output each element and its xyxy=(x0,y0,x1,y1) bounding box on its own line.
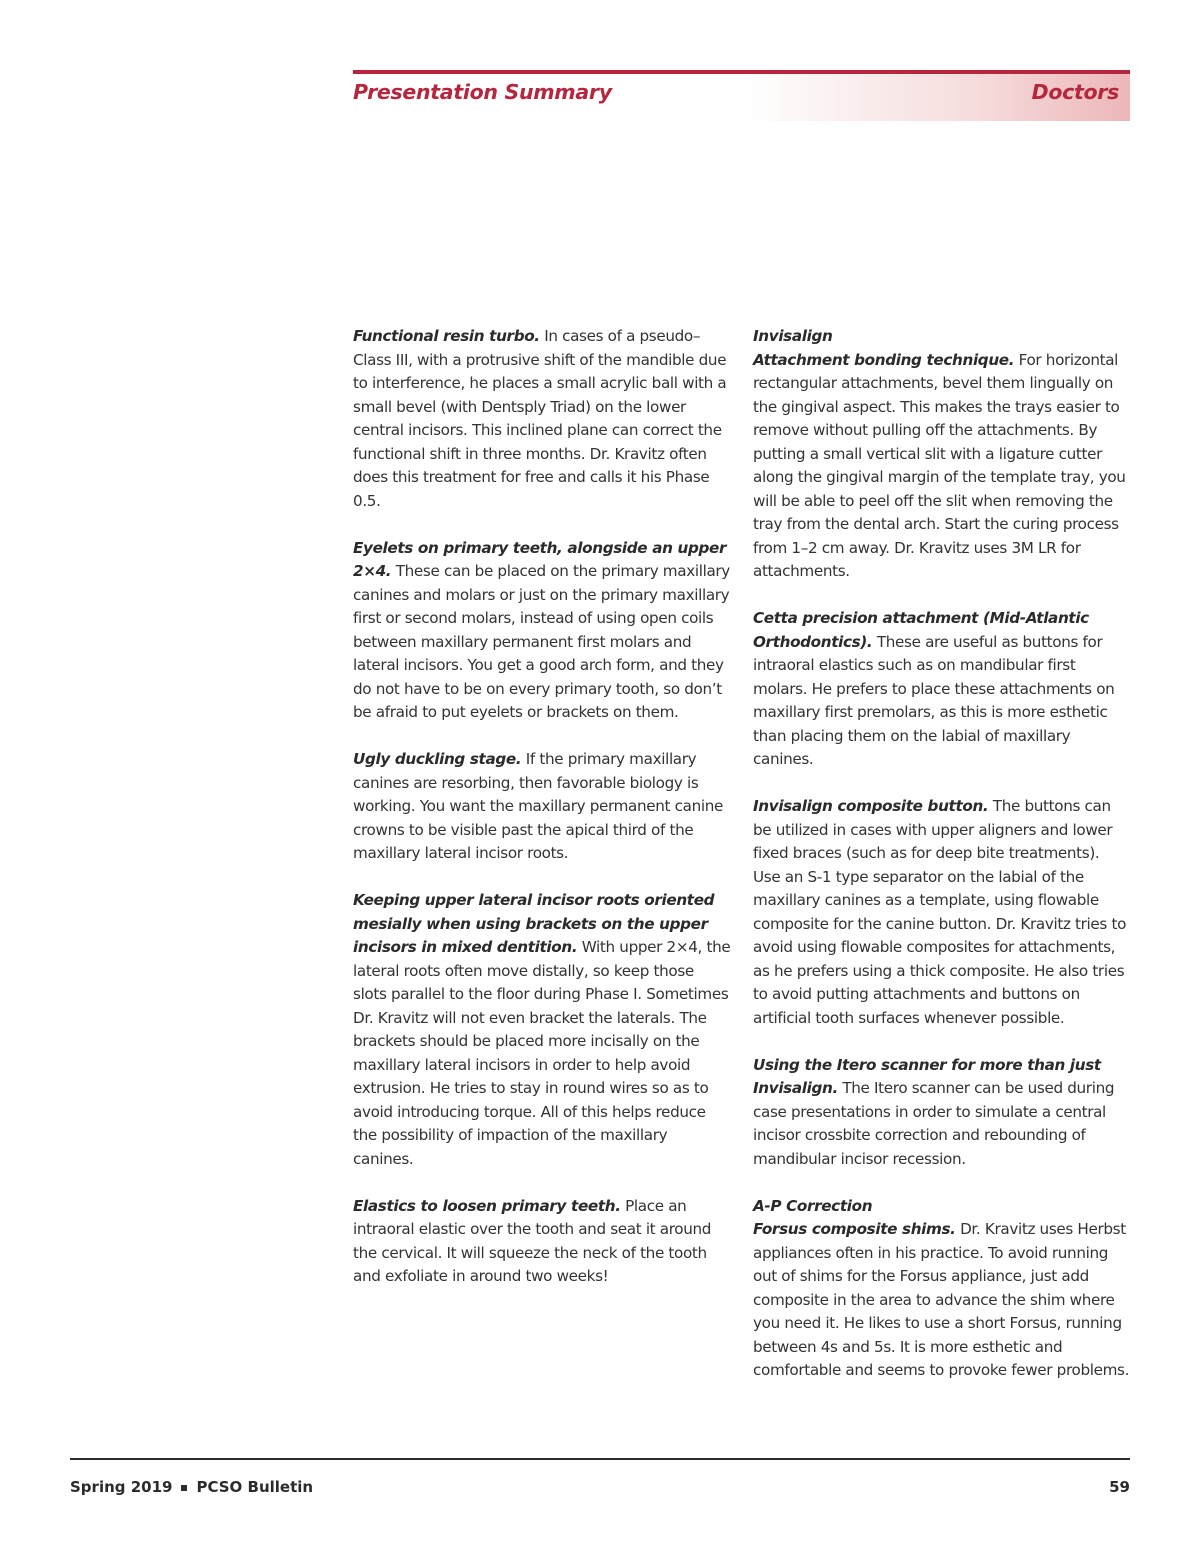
section-title-ap-correction: A-P Correction xyxy=(753,1196,873,1215)
paragraph xyxy=(753,1054,1131,1172)
paragraph-body: In cases of a pseudo–Class III, with a protrusive shift of the mandible due to interference, he places a small acrylic ball with a small bevel (with Dentsply Triad) on the lower central incisors. This inclined plane can correct the functional shift in three months. Dr. Kravitz often does this treatment for free and calls it his Phase 0.5. xyxy=(353,327,727,510)
paragraph xyxy=(353,889,731,1171)
footer-issue: Spring 2019 xyxy=(70,1478,173,1496)
paragraph-body: If the primary maxillary canines are resorbing, then favorable biology is working. You want the maxillary permanent canine crowns to be visible past the apical third of the maxillary lateral incisor roots. xyxy=(353,750,724,862)
paragraph xyxy=(353,537,731,725)
paragraph-body: Place an intraoral elastic over the tooth and seat it around the cervical. It will squeeze the neck of the tooth and exfoliate in around two weeks! xyxy=(353,1196,712,1285)
paragraph xyxy=(753,607,1131,772)
paragraph-lead: Eyelets on primary teeth, alongside an upper 2×4. xyxy=(353,538,727,580)
paragraph-body: The buttons can be utilized in cases with upper aligners and lower fixed braces (such as for deep bite treatments). Use an S-1 type separator on the labial of the maxillary canines as a template, using flowable composite for the canine button. Dr. Kravitz tries to avoid using flowable composites for attachments, as he prefers using a thick composite. He also tries to avoid putting attachments and buttons on artificial tooth surfaces whenever possible. xyxy=(753,797,1127,1027)
paragraph-lead: Keeping upper lateral incisor roots oriented mesially when using brackets on the upper incisors in mixed dentition. xyxy=(353,891,715,956)
paragraph-lead: Elastics to loosen primary teeth. xyxy=(353,1196,621,1215)
paragraph-lead: Attachment bonding technique. xyxy=(753,350,1015,369)
paragraph-body: The Itero scanner can be used during case presentations in order to simulate a central incisor crossbite correction and rebounding of mandibular incisor recession. xyxy=(753,1079,1115,1168)
paragraph xyxy=(353,325,731,513)
paragraph xyxy=(353,1195,731,1289)
left-column xyxy=(353,325,731,1312)
paragraph-lead: Using the Itero scanner for more than just Invisalign. xyxy=(753,1055,1101,1097)
right-column xyxy=(753,325,1131,1406)
paragraph-body: These are useful as buttons for intraoral elastics such as on mandibular first molars. He prefers to place these attachments on maxillary first premolars, as this is more esthetic than placing them on the labial of maxillary canines. xyxy=(753,632,1115,768)
paragraph-lead: Invisalign composite button. xyxy=(753,797,989,815)
footer-publication-line xyxy=(70,1478,313,1496)
running-head-section: Doctors xyxy=(1031,80,1119,104)
paragraph xyxy=(353,748,731,866)
footer-rule xyxy=(70,1458,1130,1460)
paragraph-body: These can be placed on the primary maxillary canines and molars or just on the primary maxillary first or second molars, instead of using open coils between maxillary permanent first molars and lateral incisors. You get a good arch form, and they do not have to be on every primary tooth, so don’t be afraid to put eyelets or brackets on them. xyxy=(353,562,730,721)
paragraph xyxy=(753,795,1131,1030)
paragraph-lead: Functional resin turbo. xyxy=(353,327,540,345)
paragraph xyxy=(753,349,1131,584)
footer-publication: PCSO Bulletin xyxy=(196,1478,314,1496)
paragraph-body: With upper 2×4, the lateral roots often move distally, so keep those slots parallel to the floor during Phase I. Sometimes Dr. Kravitz will not even bracket the laterals. The brackets should be placed more incisally on the maxillary lateral incisors in order to help avoid extrusion. He tries to stay in round wires so as to avoid introducing torque. All of this helps reduce the possibility of impaction of the maxillary canines. xyxy=(353,938,731,1168)
page-number: 59 xyxy=(1109,1478,1130,1496)
running-head-title: Presentation Summary xyxy=(353,80,612,104)
paragraph xyxy=(753,1218,1131,1383)
paragraph-lead: Ugly duckling stage. xyxy=(353,750,522,768)
paragraph-body: Dr. Kravitz uses Herbst appliances often in his practice. To avoid running out of shims for the Forsus appliance, just add composite in the area to advance the shim where you need it. He likes to use a short Forsus, running between 4s and 5s. It is more esthetic and comfortable and seems to provoke fewer problems. xyxy=(753,1220,1130,1379)
section-title-invisalign: Invisalign xyxy=(753,327,833,345)
bullet-separator xyxy=(181,1485,187,1491)
paragraph-lead: Forsus composite shims. xyxy=(753,1220,956,1238)
paragraph-lead: Cetta precision attachment (Mid-Atlantic Orthodontics). xyxy=(753,609,1089,651)
paragraph-body: For horizontal rectangular attachments, bevel them lingually on the gingival aspect. This makes the trays easier to remove without pulling off the attachments. By putting a small vertical slit with a ligature cutter along the gingival margin of the template tray, you will be able to peel off the slit when removing the tray from the dental arch. Start the curing process from 1–2 cm away. Dr. Kravitz uses 3M LR for attachments. xyxy=(753,350,1126,580)
